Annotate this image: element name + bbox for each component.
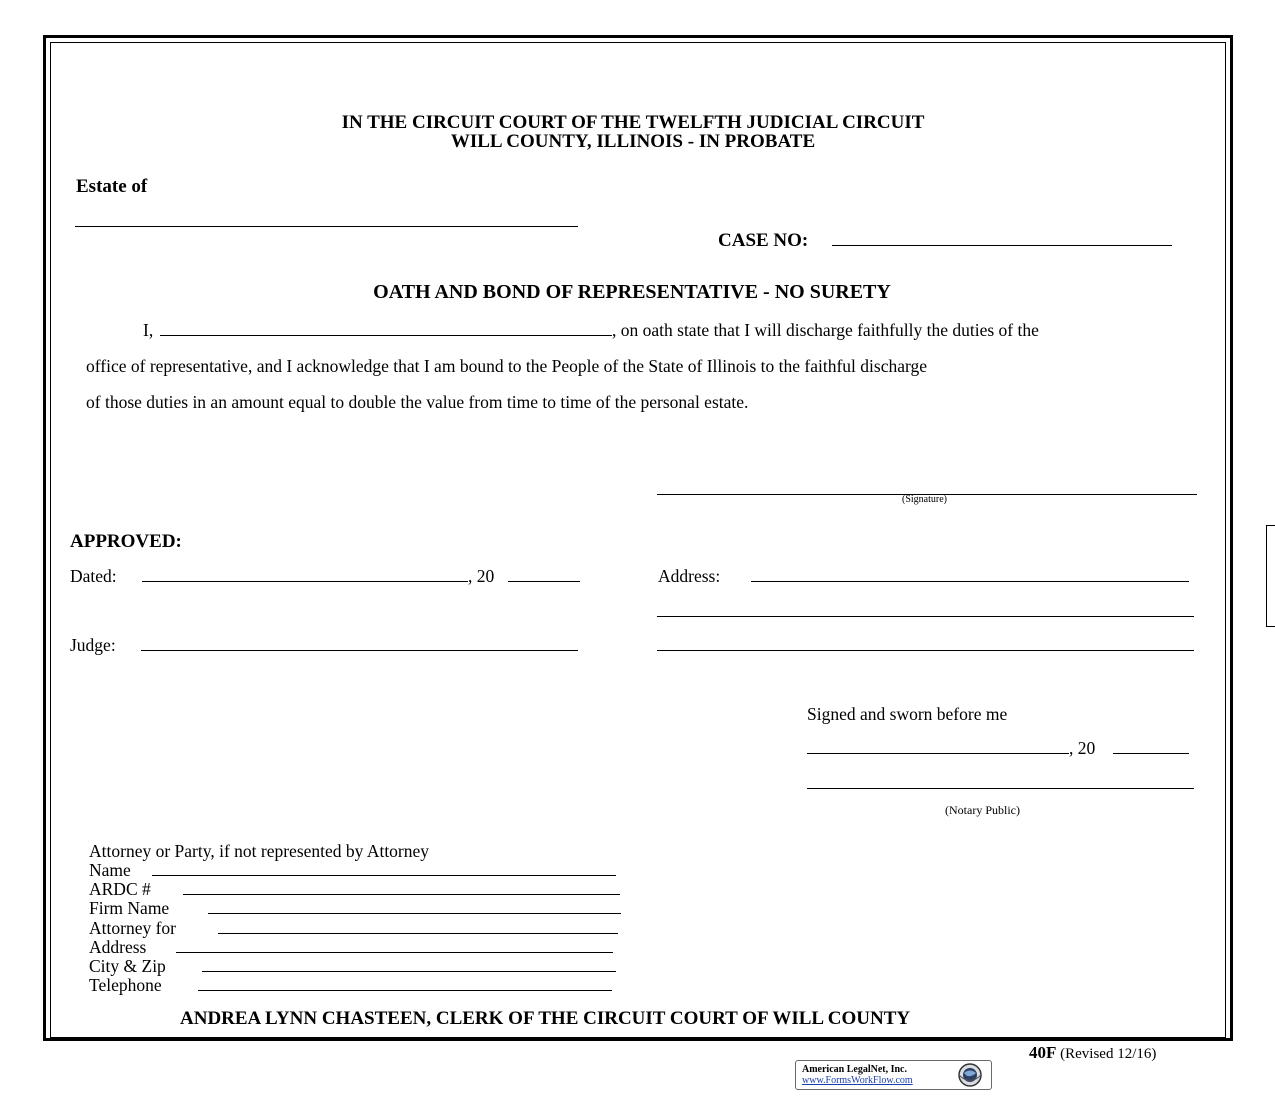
sworn-year-prefix: , 20 xyxy=(1069,738,1096,758)
oath-prefix: I, xyxy=(143,320,154,340)
estate-name-field[interactable] xyxy=(75,226,578,227)
approved-heading: APPROVED: xyxy=(70,531,182,552)
attorney-address-field[interactable] xyxy=(176,952,613,953)
judge-field[interactable] xyxy=(141,650,578,651)
sworn-date-field[interactable] xyxy=(807,753,1069,754)
notary-caption: (Notary Public) xyxy=(945,803,1020,817)
address-field-1[interactable] xyxy=(751,581,1189,582)
form-title: OATH AND BOND OF REPRESENTATIVE - NO SURETY xyxy=(373,281,891,303)
form-border-inner xyxy=(50,42,1226,1038)
clerk-footer: ANDREA LYNN CHASTEEN, CLERK OF THE CIRCUIT COURT OF WILL COUNTY xyxy=(180,1008,911,1029)
oath-line1: , on oath state that I will discharge faithfully the duties of the xyxy=(612,320,1039,340)
revision-date: (Revised 12/16) xyxy=(1060,1046,1157,1062)
form-number-block xyxy=(1029,1043,1156,1063)
oath-line2: office of representative, and I acknowledge that I am bound to the People of the State of Illinois to the faithful discharge xyxy=(86,356,928,376)
attorney-for-field[interactable] xyxy=(218,933,618,934)
attorney-field-label: Attorney for xyxy=(89,918,176,938)
address-field-2[interactable] xyxy=(657,616,1194,617)
address-label: Address: xyxy=(658,566,721,586)
notary-signature-field[interactable] xyxy=(807,788,1194,789)
sworn-text: Signed and sworn before me xyxy=(807,704,1008,724)
case-no-label: CASE NO: xyxy=(718,230,809,251)
court-header-line2: WILL COUNTY, ILLINOIS - IN PROBATE xyxy=(450,131,816,152)
signature-caption: (Signature) xyxy=(902,494,947,505)
globe-icon xyxy=(951,1062,989,1088)
dated-year-field[interactable] xyxy=(508,581,580,582)
attorney-ardc-field[interactable] xyxy=(183,894,620,895)
attorney-cityzip-field[interactable] xyxy=(202,971,616,972)
attorney-field-label: Firm Name xyxy=(89,898,170,918)
side-tab xyxy=(1266,525,1275,627)
attorney-firm-field[interactable] xyxy=(208,913,621,914)
american-legalnet-logo[interactable] xyxy=(795,1060,992,1090)
oath-line3: of those duties in an amount equal to double the value from time to time of the personal estate. xyxy=(86,392,749,412)
attorney-name-field[interactable] xyxy=(152,875,616,876)
attorney-heading: Attorney or Party, if not represented by Attorney xyxy=(89,841,430,861)
address-field-3[interactable] xyxy=(657,650,1194,651)
sworn-year-field[interactable] xyxy=(1113,753,1189,754)
attorney-field-label: ARDC # xyxy=(89,879,151,899)
dated-field[interactable] xyxy=(142,581,468,582)
attorney-field-label: City & Zip xyxy=(89,956,166,976)
oath-name-field[interactable] xyxy=(160,335,612,336)
dated-year-prefix: , 20 xyxy=(468,566,495,586)
attorney-field-label: Address xyxy=(89,937,147,957)
attorney-field-label: Telephone xyxy=(89,975,162,995)
dated-label: Dated: xyxy=(70,566,117,586)
court-header-line1: IN THE CIRCUIT COURT OF THE TWELFTH JUDICIAL CIRCUIT xyxy=(341,112,925,133)
attorney-telephone-field[interactable] xyxy=(198,990,612,991)
judge-label: Judge: xyxy=(70,635,116,655)
estate-label: Estate of xyxy=(76,176,148,197)
logo-url[interactable]: www.FormsWorkFlow.com xyxy=(802,1075,913,1086)
form-number: 40F xyxy=(1029,1043,1057,1062)
attorney-field-label: Name xyxy=(89,860,131,880)
case-no-field[interactable] xyxy=(832,245,1172,246)
logo-company: American LegalNet, Inc. xyxy=(802,1064,907,1075)
